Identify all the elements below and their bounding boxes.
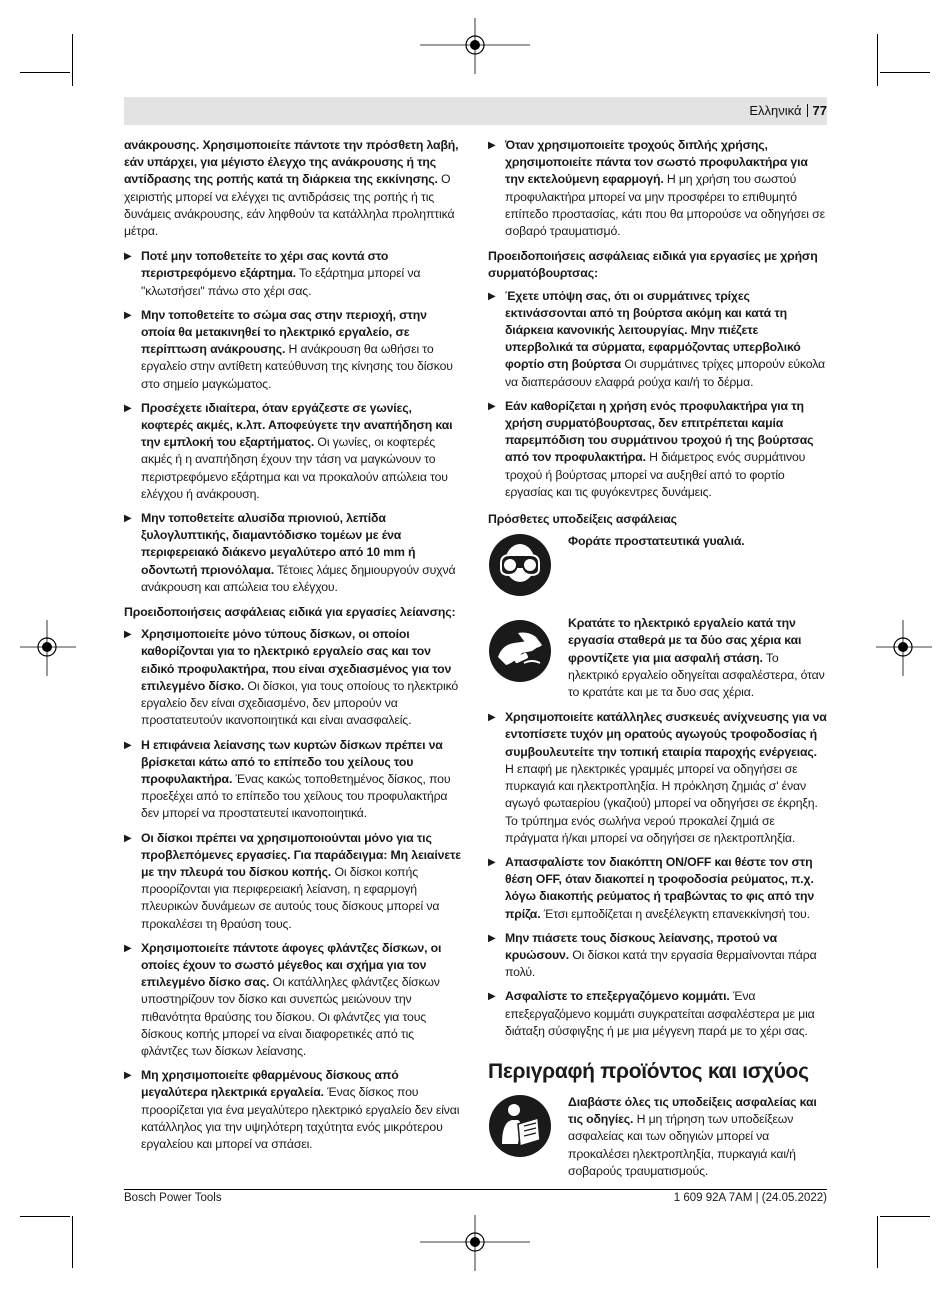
bullet-arrow-icon: ▶ [488, 140, 496, 151]
section-heading-grinding: Προειδοποιήσεις ασφάλειας ειδικά για εργασίες λείανσης: [124, 605, 456, 620]
bullet-text: Οι γωνίες, οι κοφτερές ακμές ή η αναπήδηση έχουν την τάση να μαγκώνουν το περιστρεφόμενο εξάρτημα και να προκαλούν απώλεια του ελέγχου ή ανάκρουση. [141, 435, 448, 501]
bullet-bold: Απασφαλίστε τον διακόπτη ON/OFF και θέστε τον στη θέση OFF, όταν διακοπεί η τροφοδοσία ρεύματος, π.χ. λόγω διακοπής ρεύματος ή τραβώντας το φις από την πρίζα. [505, 854, 815, 921]
bullet-arrow-icon: ▶ [124, 513, 132, 525]
registration-mark-bottom-icon [420, 1215, 530, 1271]
bullet-bold: Μην τοποθετείτε αλυσίδα πριονιού, λεπίδα ξυλογλυπτικής, διαμαντόδισκο τομέων με ένα περιφερειακό διάκενο μεγαλύτερο από 10 mm ή οδοντωτή πριονόλαμα. [141, 511, 416, 577]
left-column [124, 137, 462, 1160]
bullet-arrow-icon: ▶ [488, 932, 496, 944]
safety-goggles-icon [488, 533, 552, 597]
list-item [124, 626, 462, 729]
bullet-arrow-icon: ▶ [124, 629, 132, 641]
bullet-bold: Οι δίσκοι πρέπει να χρησιμοποιούνται μόνο για τις προβλεπόμενες εργασίες. Για παράδειγμα: Μη λειαίνετε με την πλευρά του δίσκου κοπής. [141, 830, 461, 879]
read-manual-icon [488, 1094, 552, 1158]
hands-bold: Κρατάτε το ηλεκτρικό εργαλείο κατά την εργασία σταθερά με τα δύο σας χέρια και φροντίζετε για μια ασφαλή στάση. [568, 616, 802, 665]
bullet-bold: Μη χρησιμοποιείτε φθαρμένους δίσκους από μεγαλύτερα ηλεκτρικά εργαλεία. [141, 1068, 399, 1100]
hands-text: Το ηλεκτρικό εργαλείο οδηγείται ασφαλέστερα, όταν το κρατάτε και με τα δυο σας χέρια. [568, 650, 825, 700]
section-heading-additional: Πρόσθετες υποδείξεις ασφάλειας [488, 512, 677, 527]
bullet-text: Οι κατάλληλες φλάντζες δίσκων υποστηρίζουν τον δίσκο και συνεπώς μειώνουν την πιθανότητα θραύσης του δίσκου. Οι φλάντζες για τους δίσκους κοπής μπορεί να είναι διαφορετικές από τις φλάντζες των δίσκων λείανσης. [141, 975, 440, 1058]
bullet-text: Η διάμετρος ενός συρμάτινου τροχού ή βούρτσας μπορεί να αυξηθεί από το φορτίο εργασίας και τις φυγόκεντρες δυνάμεις. [505, 450, 806, 499]
bullet-arrow-icon: ▶ [124, 832, 132, 844]
list-item [124, 830, 462, 933]
list-item [124, 737, 462, 823]
bullet-arrow-icon: ▶ [124, 739, 132, 751]
list-item [488, 288, 827, 391]
bullet-text: Ένας δίσκος που προορίζεται για ένα μεγαλύτερο ηλεκτρικό εργαλείο δεν είναι κατάλληλος για την υψηλότερη ταχύτητα ενός μικρότερου εργαλείου και μπορεί να σπάσει. [141, 1085, 460, 1151]
intro-text: Ο χειριστής μπορεί να ελέγχει τις αντιδράσεις της ροπής ή τις δυνάμεις ανάκρουσης, εάν ληφθούν τα κατάλληλα προληπτικά μέτρα. [124, 172, 455, 239]
crop-mark [877, 34, 878, 86]
footer-brand: Bosch Power Tools [124, 1192, 222, 1204]
bullet-arrow-icon: ▶ [124, 402, 132, 414]
list-item [488, 398, 827, 501]
bullet-arrow-icon: ▶ [124, 942, 132, 954]
footer-doc-code: 1 609 92A 7AM | (24.05.2022) [673, 1192, 827, 1204]
right-column [488, 137, 827, 1188]
footer-divider [124, 1189, 827, 1190]
bullet-arrow-icon: ▶ [124, 309, 132, 321]
bullet-bold: Μην τοποθετείτε το σώμα σας στην περιοχή, στην οποία θα μετακινηθεί το ηλεκτρικό εργαλείο, σε περίπτωση ανάκρουσης. [141, 307, 427, 357]
crop-mark [877, 1216, 878, 1268]
list-item [488, 930, 827, 982]
bullet-text: Ένα επεξεργαζόμενο κομμάτι συγκρατείται ασφαλέστερα με μια διάταξη σύσφιγξης ή με μια μέγγενη παρά με το χέρι σας. [505, 989, 815, 1038]
bullet-bold: Η επιφάνεια λείανσης των κυρτών δίσκων πρέπει να βρίσκεται κάτω από το επίπεδο του χείλους του προφυλακτήρα. [141, 737, 443, 786]
bullet-arrow-icon: ▶ [124, 251, 132, 263]
bullet-text: Ένας κακώς τοποθετημένος δίσκος, που προεξέχει από το επίπεδο του χείλους του προφυλακτήρα δεν μπορεί να προστατευτεί ικανοποιητικά. [141, 771, 451, 821]
bullet-bold: Χρησιμοποιείτε κατάλληλες συσκευές ανίχνευσης για να εντοπίσετε τυχόν μη ορατούς αγωγούς τροφοδοσίας ή συμβουλευτείτε την τοπική εταιρία παροχής ενέργειας. [505, 710, 827, 759]
bullet-bold: Ασφαλίστε το επεξεργαζόμενο κομμάτι. [505, 989, 730, 1004]
intro-paragraph [124, 137, 462, 240]
bullet-bold: Χρησιμοποιείτε πάντοτε άφογες φλάντζες δίσκων, οι οποίες έχουν το σωστό μέγεθος και σχήμα για τον επιλεγμένο δίσκο σας. [141, 940, 442, 990]
bullet-arrow-icon: ▶ [488, 290, 496, 302]
bullet-arrow-icon: ▶ [124, 1070, 132, 1082]
registration-mark-left-icon [20, 620, 76, 676]
bullet-text: Η επαφή με ηλεκτρικές γραμμές μπορεί να οδηγήσει σε πυρκαγιά και ηλεκτροπληξία. Η πρόκληση ζημιάς σ' έναν αγωγό φωταερίου (γκαζιού) μπορεί να οδηγήσει σε έκρηξη. Το τρύπημα ενός σωλήνα νερού προκαλεί ζημιά σε πράγματα ή/και μπορεί να οδηγήσει σε ηλεκτροπληξία. [505, 761, 818, 845]
intro-bold: ανάκρουσης. Χρησιμοποιείτε πάντοτε την πρόσθετη λαβή, εάν υπάρχει, για μέγιστο έλεγχο της ανάκρουσης ή της αντίδρασης της ροπής κατά τη διάρκεια της εκκίνησης. [124, 138, 459, 187]
list-item [124, 940, 462, 1060]
bullet-text: Οι δίσκοι κατά την εργασία θερμαίνονται πάρα πολύ. [505, 947, 817, 980]
bullet-bold: Χρησιμοποιείτε μόνο τύπους δίσκων, οι οποίοι καθορίζονται για το ηλεκτρικό εργαλείο σας και τον ειδικό προφυλακτήρα, που είναι σχεδιασμένος για τον επιλεγμένο δίσκο. [141, 627, 452, 693]
header-language: Ελληνικά [749, 103, 802, 118]
crop-mark [20, 1216, 70, 1217]
list-item [124, 248, 462, 300]
page-header [124, 97, 827, 125]
manual-notice [488, 1094, 827, 1180]
registration-mark-right-icon [876, 620, 932, 676]
bullet-bold: Όταν χρησιμοποιείτε τροχούς διπλής χρήσης, χρησιμοποιείτε πάντα τον σωστό προφυλακτήρα για την εκτελούμενη εφαρμογή. [505, 138, 808, 187]
bullet-arrow-icon: ▶ [488, 856, 496, 868]
bullet-bold: Ποτέ μην τοποθετείτε το χέρι σας κοντά στο περιστρεφόμενο εξάρτημα. [141, 249, 389, 281]
bullet-text: Τέτοιες λάμες δημιουργούν συχνά ανάκρουση και απώλεια του ελέγχου. [141, 562, 456, 594]
bullet-text: Οι συρμάτινες τρίχες μπορούν εύκολα να διαπεράσουν ελαφρά ρούχα και/ή το δέρμα. [505, 357, 825, 389]
crop-mark [72, 34, 73, 86]
list-item [124, 510, 462, 596]
bullet-text: Η ανάκρουση θα ωθήσει το εργαλείο στην αντίθετη κατεύθυνση της κίνησης του δίσκου στο σημείο μαγκώματος. [141, 342, 453, 391]
bullet-bold: Έχετε υπόψη σας, ότι οι συρμάτινες τρίχες εκτινάσσονται από τη βούρτσα ακόμη και κατά τη διάρκεια κανονικής λειτουργίας. Μην πιέζετε υπερβολικά τα σύρματα, εφαρμόζοντας υπερβολικό φορτίο στη βούρτσα [505, 288, 801, 372]
heading-product-description: Περιγραφή προϊόντος και ισχύος [488, 1059, 809, 1083]
bullet-bold: Προσέχετε ιδιαίτερα, όταν εργάζεστε σε γωνίες, κοφτερές ακμές, κ.λπ. Αποφεύγετε την αναπήδηση και την εμπλοκή του εξαρτήματος. [141, 400, 453, 450]
section-heading-wirebrush: Προειδοποιήσεις ασφάλειας ειδικά για εργασίες με χρήση συρματόβουρτσας: [488, 249, 818, 281]
crop-mark [20, 72, 70, 73]
list-item [124, 400, 462, 503]
header-divider [807, 104, 808, 117]
page-number: 77 [812, 103, 827, 118]
registration-mark-top-icon [420, 18, 530, 74]
bullet-arrow-icon: ▶ [488, 712, 496, 724]
list-item [488, 854, 827, 923]
crop-mark [880, 72, 930, 73]
bullet-text: Το εξάρτημα μπορεί να "κλωτσήσει" πάνω στο χέρι σας. [141, 266, 421, 298]
crop-mark [72, 1216, 73, 1268]
bullet-arrow-icon: ▶ [488, 400, 496, 412]
goggles-notice [488, 533, 827, 603]
bullet-text: Οι δίσκοι κοπής προορίζονται για περιφερειακή λείανση, η εφαρμογή πλευρικών δυνάμεων σε αυτούς τους δίσκους μπορεί να προκαλέσει τη θραύση τους. [141, 864, 440, 931]
bullet-text: Έτσι εμποδίζεται η ανεξέλεγκτη επανεκκίνησή του. [540, 906, 810, 921]
crop-mark [880, 1216, 930, 1217]
list-item [124, 1067, 462, 1153]
bullet-bold: Εάν καθορίζεται η χρήση ενός προφυλακτήρα για τη χρήση συρματόβουρτσας, δεν επιτρέπεται καμία παρεμπόδιση του συρμάτινου τροχού ή της βούρτσας από τον προφυλακτήρα. [505, 398, 814, 465]
manual-bold: Διαβάστε όλες τις υποδείξεις ασφαλείας και τις οδηγίες. [568, 1094, 817, 1127]
list-item [124, 307, 462, 393]
list-item [488, 709, 827, 847]
goggles-text: Φοράτε προστατευτικά γυαλιά. [568, 534, 745, 549]
list-item [488, 988, 827, 1040]
header-label [749, 103, 827, 118]
bullet-text: Οι δίσκοι, για τους οποίους το ηλεκτρικό εργαλείο δεν είναι σχεδιασμένο, δεν μπορούν να προστατευτούν ικανοποιητικά και είναι ανασφαλείς. [141, 678, 459, 728]
bullet-text: Η μη χρήση του σωστού προφυλακτήρα μπορεί να μην προσφέρει το επιθυμητό επίπεδο προστασίας, κάτι που θα μπορούσε να οδηγήσει σε σοβαρό τραυματισμό. [505, 172, 825, 239]
hands-notice [488, 615, 827, 701]
bullet-bold: Μην πιάσετε τους δίσκους λείανσης, προτού να κρυώσουν. [505, 930, 778, 962]
bullet-arrow-icon: ▶ [488, 991, 496, 1003]
two-hands-grip-icon [488, 619, 552, 683]
manual-text: Η μη τήρηση των υποδείξεων ασφαλείας και των οδηγιών μπορεί να προκαλέσει ηλεκτροπληξία, πυρκαγιά και/ή σοβαρούς τραυματισμούς. [568, 1112, 796, 1178]
list-item [488, 137, 827, 240]
